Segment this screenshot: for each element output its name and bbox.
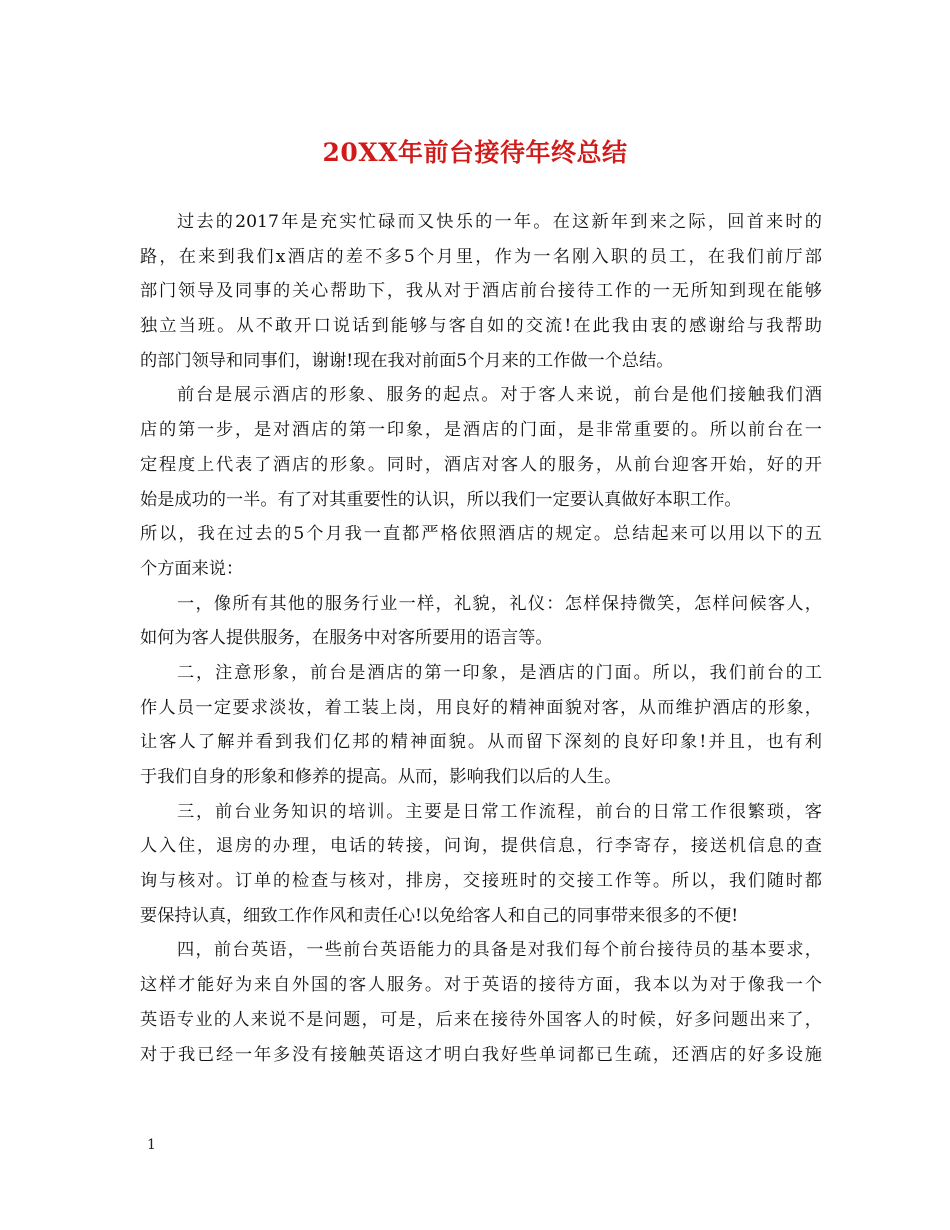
paragraph-line: 人入住，退房的办理，电话的转接，问询，提供信息，行李寄存，接送机信息的查 <box>140 836 822 857</box>
paragraph-line: 前台是展示酒店的形象、服务的起点。对于客人来说，前台是他们接触我们酒 <box>177 385 822 406</box>
paragraph-line: 这样才能好为来自外国的客人服务。对于英语的接待方面，我本以为对于像我一个 <box>140 975 822 996</box>
paragraph-line: 作人员一定要求淡妆，着工装上岗，用良好的精神面貌对客，从而维护酒店的形象， <box>140 697 822 718</box>
paragraph-line: 定程度上代表了酒店的形象。同时，酒店对客人的服务，从前台迎客开始，好的开 <box>140 454 822 475</box>
paragraph-line: 始是成功的一半。有了对其重要性的认识，所以我们一定要认真做好本职工作。 <box>140 489 742 510</box>
paragraph-line: 独立当班。从不敢开口说话到能够与客自如的交流!在此我由衷的感谢给与我帮助 <box>140 316 822 337</box>
document-body <box>140 205 822 1072</box>
paragraph-line: 四，前台英语，一些前台英语能力的具备是对我们每个前台接待员的基本要求， <box>177 940 822 961</box>
paragraph-line: 要保持认真，细致工作作风和责任心!以免给客人和自己的同事带来很多的不便! <box>140 905 739 926</box>
paragraph-line: 所以，我在过去的5个月我一直都严格依照酒店的规定。总结起来可以用以下的五 <box>140 524 822 545</box>
paragraph-line: 对于我已经一年多没有接触英语这才明白我好些单词都已生疏，还酒店的好多设施 <box>140 1044 822 1065</box>
paragraph-line: 如何为客人提供服务，在服务中对客所要用的语言等。 <box>140 628 553 649</box>
paragraph-line: 三，前台业务知识的培训。主要是日常工作流程，前台的日常工作很繁琐，客 <box>177 801 822 822</box>
paragraph-line: 于我们自身的形象和修养的提高。从而，影响我们以后的人生。 <box>140 767 622 787</box>
paragraph-line: 让客人了解并看到我们亿邦的精神面貌。从而留下深刻的良好印象!并且，也有利 <box>140 732 822 753</box>
paragraph-line: 店的第一步，是对酒店的第一印象，是酒店的门面，是非常重要的。所以前台在一 <box>140 420 822 441</box>
document-title: 20XX年前台接待年终总结 <box>322 138 628 167</box>
paragraph-line: 一，像所有其他的服务行业一样，礼貌，礼仪：怎样保持微笑，怎样问候客人， <box>177 593 822 614</box>
page-number: 1 <box>147 1137 156 1153</box>
paragraph-line: 部门领导及同事的关心帮助下，我从对于酒店前台接待工作的一无所知到现在能够 <box>140 281 822 302</box>
paragraph-line: 路，在来到我们x酒店的差不多5个月里，作为一名刚入职的员工，在我们前厅部 <box>140 246 822 267</box>
paragraph-line: 个方面来说： <box>140 558 244 579</box>
paragraph-line: 过去的2017年是充实忙碌而又快乐的一年。在这新年到来之际，回首来时的 <box>177 212 822 232</box>
paragraph-line: 询与核对。订单的检查与核对，排房，交接班时的交接工作等。所以，我们随时都 <box>140 871 822 892</box>
paragraph-line: 的部门领导和同事们，谢谢!现在我对前面5个月来的工作做一个总结。 <box>140 350 674 371</box>
paragraph-line: 英语专业的人来说不是问题，可是，后来在接待外国客人的时候，好多问题出来了， <box>140 1009 822 1030</box>
paragraph-line: 二，注意形象，前台是酒店的第一印象，是酒店的门面。所以，我们前台的工 <box>177 662 822 683</box>
